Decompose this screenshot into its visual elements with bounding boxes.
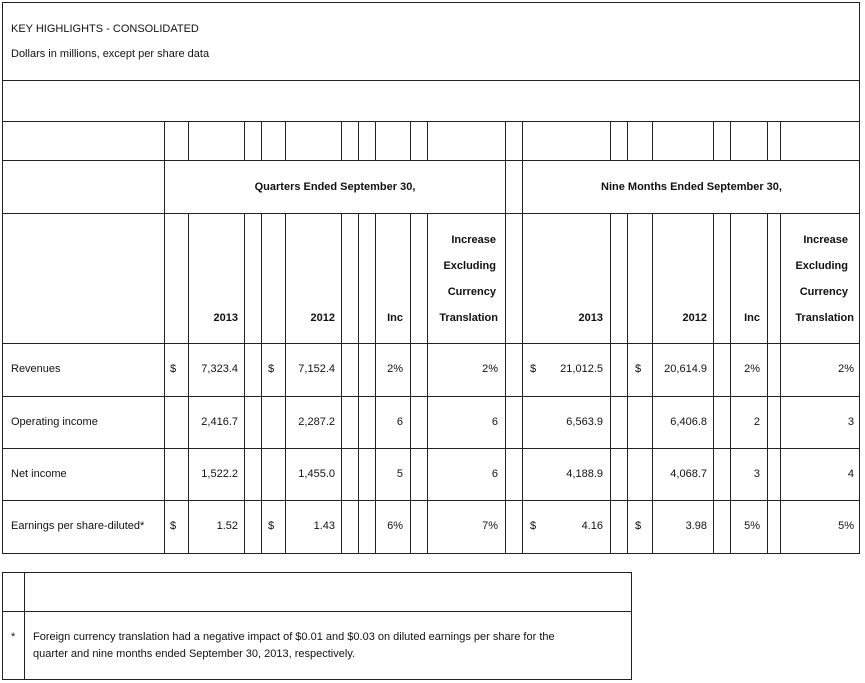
divider bbox=[2, 80, 860, 81]
row-label: Net income bbox=[11, 468, 67, 480]
report-subtitle: Dollars in millions, except per share data bbox=[11, 48, 210, 60]
column-divider bbox=[285, 121, 286, 160]
value-q-2013: 1,522.2 bbox=[201, 468, 238, 480]
column-divider bbox=[244, 121, 245, 160]
value-n-inc: 2 bbox=[753, 416, 760, 428]
value-q-2013: 2,416.7 bbox=[201, 416, 238, 428]
divider bbox=[2, 343, 860, 344]
column-divider bbox=[427, 121, 428, 160]
value-q-2012: 1,455.0 bbox=[298, 468, 335, 480]
report-title: KEY HIGHLIGHTS - CONSOLIDATED bbox=[11, 23, 199, 35]
value-n-excl: 2% bbox=[838, 363, 854, 375]
value-q-2012: 2,287.2 bbox=[298, 416, 335, 428]
column-divider bbox=[713, 213, 714, 553]
column-divider bbox=[341, 121, 342, 160]
divider bbox=[2, 448, 860, 449]
column-divider bbox=[341, 213, 342, 553]
column-divider bbox=[627, 213, 628, 553]
value-n-inc: 2% bbox=[744, 363, 760, 375]
currency-symbol: $ bbox=[268, 520, 275, 532]
currency-symbol: $ bbox=[170, 363, 177, 375]
row-label: Earnings per share-diluted* bbox=[11, 520, 145, 532]
currency-symbol: $ bbox=[268, 363, 275, 375]
column-divider bbox=[410, 121, 411, 160]
value-n-2012: 20,614.9 bbox=[664, 363, 707, 375]
col-header-n-excl-2: Excluding bbox=[795, 260, 848, 272]
value-n-2013: 6,563.9 bbox=[566, 416, 603, 428]
value-q-inc: 2% bbox=[387, 363, 403, 375]
divider bbox=[2, 213, 860, 214]
footnote-line-2: quarter and nine months ended September 30, 2013, respectively. bbox=[33, 648, 356, 660]
column-divider bbox=[410, 213, 411, 553]
column-divider bbox=[358, 213, 359, 553]
column-divider bbox=[505, 121, 506, 553]
value-q-excl: 7% bbox=[482, 520, 498, 532]
column-divider bbox=[375, 121, 376, 160]
value-q-2013: 1.52 bbox=[216, 520, 238, 532]
value-n-excl: 3 bbox=[847, 416, 854, 428]
column-divider bbox=[730, 121, 731, 160]
column-divider bbox=[375, 213, 376, 553]
currency-symbol: $ bbox=[170, 520, 177, 532]
divider bbox=[2, 121, 860, 122]
divider bbox=[2, 396, 860, 397]
currency-symbol: $ bbox=[635, 520, 642, 532]
value-q-2012: 1.43 bbox=[313, 520, 335, 532]
quarters-group-header: Quarters Ended September 30, bbox=[254, 181, 416, 193]
column-divider bbox=[358, 121, 359, 160]
column-divider bbox=[261, 121, 262, 160]
value-q-excl: 6 bbox=[491, 468, 498, 480]
value-n-inc: 3 bbox=[753, 468, 760, 480]
column-divider bbox=[188, 121, 189, 160]
col-header-q-excl-1: Increase bbox=[451, 234, 496, 246]
col-header-q-inc: Inc bbox=[387, 312, 403, 324]
value-n-inc: 5% bbox=[744, 520, 760, 532]
footnote-marker: * bbox=[11, 631, 16, 643]
value-q-excl: 6 bbox=[491, 416, 498, 428]
divider bbox=[2, 160, 860, 161]
value-n-2013: 4.16 bbox=[581, 520, 603, 532]
column-divider bbox=[780, 121, 781, 160]
value-q-excl: 2% bbox=[482, 363, 498, 375]
column-divider bbox=[767, 121, 768, 160]
column-divider bbox=[188, 213, 189, 553]
col-header-n-2012: 2012 bbox=[682, 312, 707, 324]
value-n-2013: 4,188.9 bbox=[566, 468, 603, 480]
column-divider bbox=[261, 213, 262, 553]
column-divider bbox=[24, 572, 25, 680]
col-header-n-2013: 2013 bbox=[578, 312, 603, 324]
column-divider bbox=[610, 121, 611, 160]
column-divider bbox=[610, 213, 611, 553]
column-divider bbox=[652, 121, 653, 160]
column-divider bbox=[652, 213, 653, 553]
col-header-q-excl-2: Excluding bbox=[443, 260, 496, 272]
column-divider bbox=[767, 213, 768, 553]
col-header-q-2013: 2013 bbox=[213, 312, 238, 324]
column-divider bbox=[780, 213, 781, 553]
value-q-2012: 7,152.4 bbox=[298, 363, 335, 375]
footnote-line-1: Foreign currency translation had a negative impact of $0.01 and $0.03 on diluted earnings per share for the bbox=[33, 631, 555, 643]
row-label: Revenues bbox=[11, 363, 61, 375]
divider bbox=[2, 611, 632, 612]
col-header-n-excl-1: Increase bbox=[803, 234, 848, 246]
column-divider bbox=[244, 213, 245, 553]
nine-months-group-header: Nine Months Ended September 30, bbox=[601, 181, 782, 193]
footnote-box bbox=[2, 572, 632, 680]
value-n-2012: 3.98 bbox=[685, 520, 707, 532]
col-header-q-excl-3: Currency bbox=[447, 286, 496, 298]
value-q-inc: 6 bbox=[396, 416, 403, 428]
value-n-excl: 5% bbox=[838, 520, 854, 532]
col-header-q-excl-4: Translation bbox=[439, 312, 498, 324]
currency-symbol: $ bbox=[530, 520, 537, 532]
row-label: Operating income bbox=[11, 416, 98, 428]
column-divider bbox=[730, 213, 731, 553]
col-header-n-inc: Inc bbox=[744, 312, 760, 324]
column-divider bbox=[713, 121, 714, 160]
currency-symbol: $ bbox=[635, 363, 642, 375]
value-q-2013: 7,323.4 bbox=[201, 363, 238, 375]
divider bbox=[2, 500, 860, 501]
currency-symbol: $ bbox=[530, 363, 537, 375]
col-header-n-excl-3: Currency bbox=[799, 286, 848, 298]
col-header-q-2012: 2012 bbox=[310, 312, 335, 324]
value-q-inc: 6% bbox=[387, 520, 403, 532]
value-n-excl: 4 bbox=[847, 468, 854, 480]
value-n-2012: 4,068.7 bbox=[670, 468, 707, 480]
column-divider bbox=[627, 121, 628, 160]
value-n-2013: 21,012.5 bbox=[560, 363, 603, 375]
value-q-inc: 5 bbox=[396, 468, 403, 480]
column-divider bbox=[285, 213, 286, 553]
col-header-n-excl-4: Translation bbox=[795, 312, 854, 324]
value-n-2012: 6,406.8 bbox=[670, 416, 707, 428]
